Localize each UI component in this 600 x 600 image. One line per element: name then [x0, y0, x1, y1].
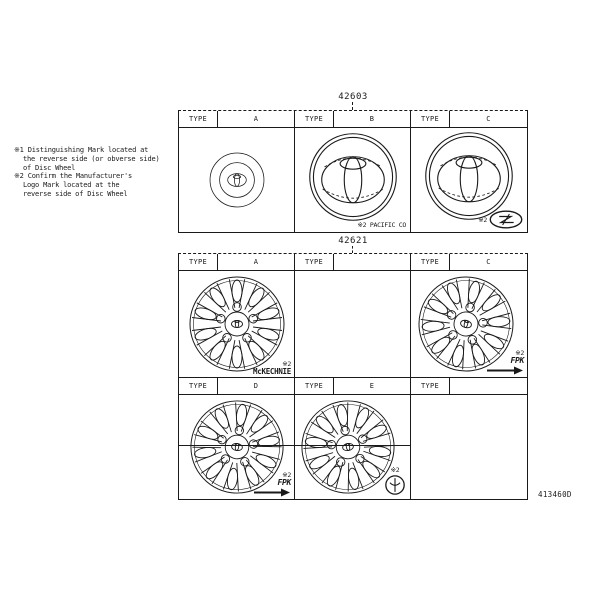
type-label-cell: TYPE — [188, 382, 208, 390]
center-cap-small-drawing toyota-logo-icon — [208, 151, 266, 209]
bottom-parts-table — [178, 253, 528, 500]
diagram-code: 413460D — [538, 490, 572, 499]
wheel-e-annotation — [384, 467, 406, 496]
cap-c-annotation — [478, 210, 523, 229]
bottom-table-image-row-2 — [179, 394, 527, 499]
annotation-mark: ※2 — [282, 360, 291, 369]
type-value-blank — [333, 254, 410, 270]
manufacturer-round-logo-icon — [384, 474, 406, 496]
annotation-text: ※2 PACIFIC CO — [357, 221, 406, 230]
wheel-type-a-cell — [179, 271, 294, 377]
footnotes — [14, 146, 174, 199]
wheel-cover-drawing toyota-logo-icon — [187, 274, 287, 374]
footnote-2-line-1: ※2 Confirm the Manufacturer's — [14, 172, 133, 181]
type-value-b: B — [333, 111, 410, 127]
type-label-cell: TYPE — [188, 258, 208, 266]
manufacturer-name: FPK — [277, 477, 291, 487]
bottom-table-header-row-2 — [179, 377, 527, 394]
wheel-type-d-cell — [179, 395, 294, 499]
top-table-header-row — [179, 111, 527, 127]
annotation-mark: ※2 — [282, 470, 291, 479]
wheel-type-e-cell — [294, 395, 410, 499]
type-label-cell: TYPE — [188, 115, 208, 123]
footnote-2-line-2: Logo Mark located at the — [23, 181, 120, 190]
footnote-2-line-3: reverse side of Disc Wheel — [23, 189, 128, 198]
section-centerline — [295, 445, 410, 446]
cap-type-b-cell — [294, 128, 410, 232]
bottom-table-image-row-1 — [179, 270, 527, 377]
manufacturer-name: FPK — [510, 355, 524, 365]
cap-type-c-cell — [410, 128, 527, 232]
bottom-table-header-row-1 — [179, 254, 527, 270]
type-value-c: C — [449, 111, 527, 127]
type-value-a: A — [217, 111, 294, 127]
cap-type-a-cell — [179, 128, 294, 232]
wheel-type-c-cell — [410, 271, 527, 377]
section-centerline — [179, 445, 294, 446]
wheel-cap-large-drawing toyota-logo-icon — [423, 130, 515, 222]
annotation-mark: ※2 — [390, 466, 400, 475]
direction-arrow-icon — [253, 488, 291, 497]
part-number-42621: 42621 — [338, 236, 368, 246]
wheel-d-annotation — [253, 472, 291, 497]
empty-cell — [294, 271, 410, 377]
leader-tick-bottom — [352, 246, 353, 253]
manufacturer-oval-logo-icon — [489, 210, 523, 229]
type-label-cell: TYPE — [410, 254, 449, 270]
type-value-d: D — [217, 378, 294, 394]
type-label-cell: TYPE — [410, 111, 449, 127]
type-label-cell: TYPE — [410, 378, 449, 394]
footnote-1-line-3: of Disc Wheel — [23, 163, 76, 172]
manufacturer-name: McKECHNIE — [253, 367, 291, 377]
cap-b-annotation — [357, 222, 406, 229]
footnote-1-line-2: the reverse side (or obverse side) — [23, 154, 160, 163]
top-table-image-row — [179, 127, 527, 232]
wheel-cap-large-drawing toyota-logo-icon — [307, 131, 399, 223]
type-value-blank — [449, 378, 527, 394]
direction-arrow-icon — [486, 366, 524, 375]
wheel-c-annotation — [486, 350, 524, 375]
type-label-cell: TYPE — [294, 378, 333, 394]
type-label-cell: TYPE — [294, 254, 333, 270]
annotation-mark: ※2 — [478, 215, 487, 224]
type-value-c: C — [449, 254, 527, 270]
footnote-1-line-1: ※1 Distinguishing Mark located at — [14, 146, 149, 154]
leader-tick-top — [352, 102, 353, 110]
type-label-cell: TYPE — [294, 111, 333, 127]
wheel-a-annotation — [253, 361, 291, 376]
type-value-a: A — [217, 254, 294, 270]
top-parts-table — [178, 110, 528, 233]
empty-cell — [410, 395, 527, 499]
part-number-42603: 42603 — [338, 92, 368, 102]
type-value-e: E — [333, 378, 410, 394]
annotation-mark: ※2 — [515, 348, 524, 357]
